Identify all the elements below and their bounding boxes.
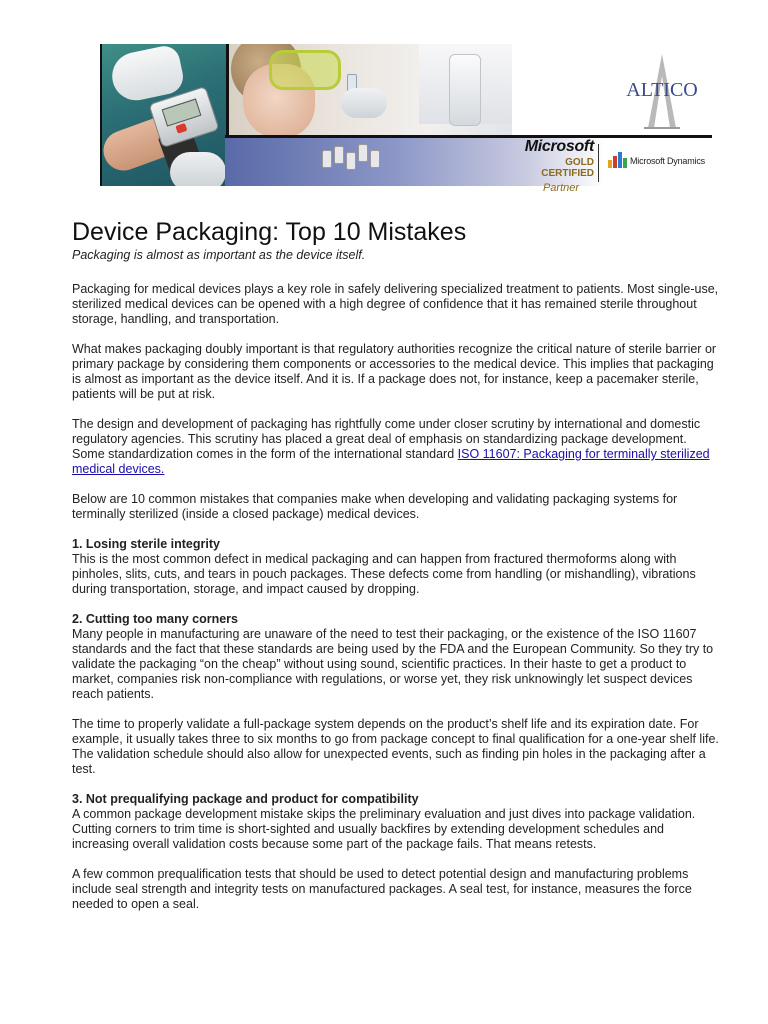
section-3-paragraph-2: A few common prequalification tests that should be used to detect potential design and manufacturing problems include seal strength and integrity tests on manufactured packages. A seal test, for instance, measures the force needed to open a seal. — [72, 867, 692, 911]
gold-certified-label: GOLD CERTIFIED — [541, 157, 594, 179]
microsoft-dynamics-logo — [608, 152, 712, 172]
microsoft-partner-logo — [514, 138, 594, 194]
section-heading-3: 3. Not prequalifying package and product for compatibility — [72, 792, 419, 806]
photo-medical-device — [102, 44, 226, 186]
section-2-paragraph-2: The time to properly validate a full-package system depends on the product’s shelf life and its expiration date. For example, it usually takes three to six months to go from package concept to final qualification for a one-year shelf life. The validation schedule should also allow for unexpected events, such as finding pin holes in the packaging after a test. — [72, 717, 719, 776]
section-2-paragraph-1: Many people in manufacturing are unaware of the need to test their packaging, or the existence of the ISO 11607 standards and the fact that these standards are being used by the FDA and the European Community. So they try to validate the packaging “on the cheap” without using sound, scientific practices. In their haste to get a product to market, companies risk non-compliance with regulations, or worse yet, they risk unknowingly let suspect devices reach patients. — [72, 627, 714, 701]
vials-illustration — [322, 140, 392, 170]
section-heading-1: 1. Losing sterile integrity — [72, 537, 220, 551]
list-intro-paragraph: Below are 10 common mistakes that companies make when developing and validating packaging systems for terminally sterilized (inside a closed package) medical devices. — [72, 492, 678, 521]
altico-logo — [614, 48, 710, 132]
header-banner — [100, 44, 712, 194]
microsoft-dynamics-label: Microsoft Dynamics — [630, 156, 705, 166]
intro-paragraph-2: What makes packaging doubly important is that regulatory authorities recognize the critical nature of sterile barrier or primary package by considering them components or accessories to the medical device. This implies that packaging is almost as important as the device itself. And it is. If a package does not, for instance, keep a pacemaker sterile, patients will be put at risk. — [72, 342, 717, 401]
microsoft-dynamics-logo-icon — [608, 152, 628, 168]
page-title: Device Packaging: Top 10 Mistakes — [72, 218, 467, 246]
intro-paragraph-1: Packaging for medical devices plays a key role in safely delivering specialized treatment to patients. Most single-use, sterilized medical devices can be opened with a high degree of confidence that it has remained sterile throughout storage, handling, and transportation. — [72, 282, 719, 326]
banner-rule — [225, 135, 712, 138]
altico-logo-text: ALTICO — [626, 79, 698, 101]
microsoft-wordmark: Microsoft — [524, 138, 594, 155]
page-subtitle: Packaging is almost as important as the device itself. — [72, 248, 366, 262]
iso-11607-link[interactable]: ISO 11607: Packaging for terminally sterilized medical devices. — [72, 447, 710, 476]
section-3-paragraph-1: A common package development mistake skips the preliminary evaluation and just dives into package validation. Cutting corners to trim time is short-sighted and usually backfires by extending development schedules and increasing overall validation costs because some part of the package fails. That means retests. — [72, 807, 696, 851]
section-1-paragraph-1: This is the most common defect in medical packaging and can happen from fractured thermoforms along with pinholes, slits, cuts, and tears in pouch packages. These defects come from handling (or mishandling), vibrations during transportation, storage, and impact caused by dropping. — [72, 552, 696, 596]
design-paragraph — [72, 417, 722, 477]
article — [72, 216, 722, 927]
partner-label: Partner — [542, 182, 580, 194]
section-heading-2: 2. Cutting too many corners — [72, 612, 238, 626]
design-paragraph-text: The design and development of packaging has rightfully come under closer scrutiny by international and domestic regulatory agencies. This scrutiny has placed a great deal of emphasis on standardizing package development. Some standardization comes in the form of the international standard — [72, 417, 701, 461]
logo-separator — [598, 144, 599, 182]
